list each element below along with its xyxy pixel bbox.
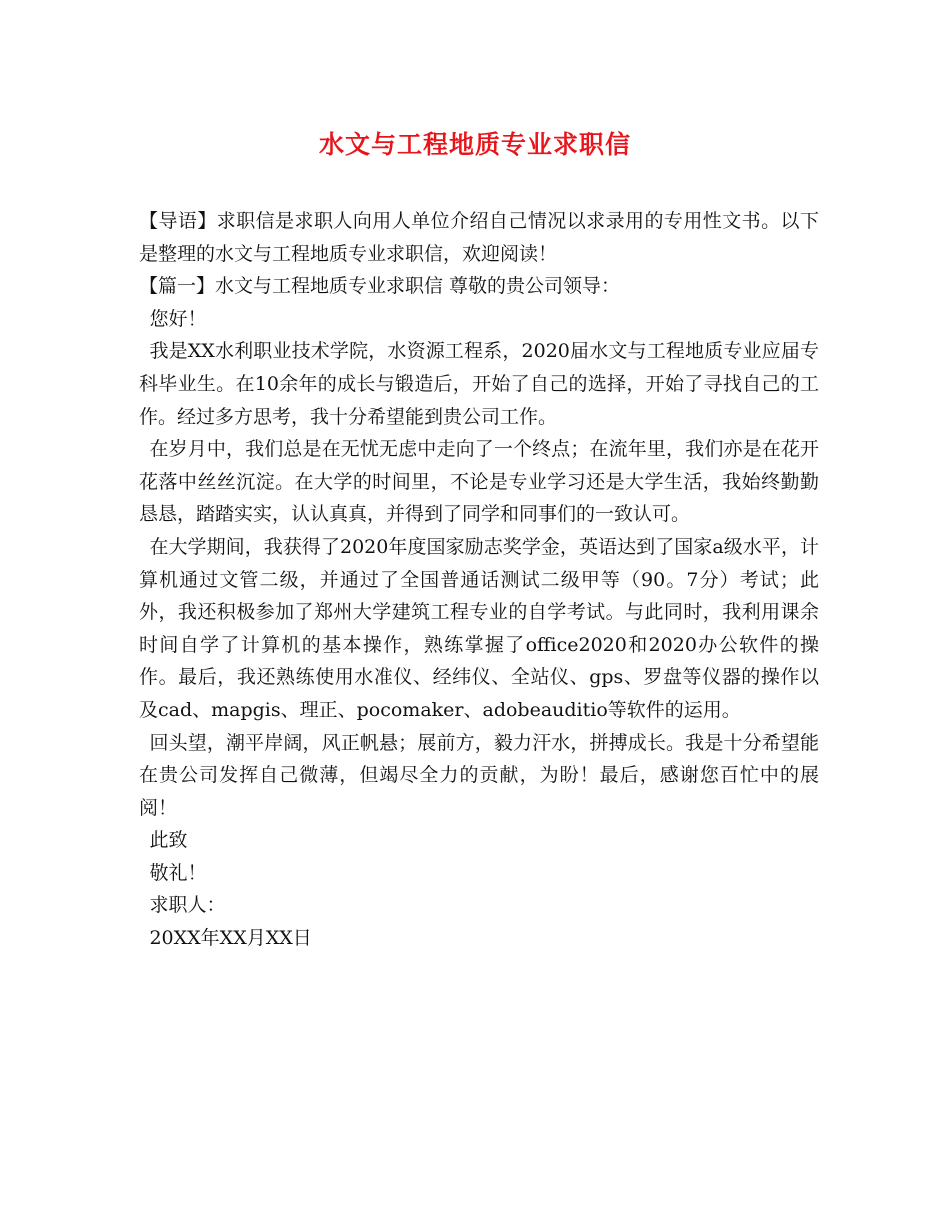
- applicant-line: 求职人：: [149, 894, 226, 917]
- college-life-paragraph: 在岁月中，我们总是在无忧无虑中走向了一个终点；在流年里，我们亦是在花开花落中丝丝沉淀。在大学的时间里，不论是专业学习还是大学生活，我始终勤勤恳恳，踏踏实实，认认真真，并得到了同学和同事们的一致认可。: [139, 438, 819, 526]
- document-body: [139, 205, 819, 955]
- section-heading: 【篇一】水文与工程地质专业求职信 尊敬的贵公司领导：: [139, 275, 621, 298]
- document-title: 水文与工程地质专业求职信: [318, 130, 631, 159]
- intro-paragraph: 【导语】求职信是求职人向用人单位介绍自己情况以求录用的专用性文书。以下是整理的水文与工程地质专业求职信，欢迎阅读！: [139, 210, 819, 265]
- regards-line: 敬礼！: [149, 861, 207, 884]
- achievements-paragraph: 在大学期间，我获得了2020年度国家励志奖学金，英语达到了国家a级水平，计算机通过文管二级，并通过了全国普通话测试二级甲等（90。7分）考试；此外，我还积极参加了郑州大学建筑工程专业的自学考试。与此同时，我利用课余时间自学了计算机的基本操作，熟练掌握了office2020和2020办公软件的操作。最后，我还熟练使用水准仪、经纬仪、全站仪、gps、罗盘等仪器的操作以及cad、mapgis、理正、pocomaker、adobeauditio等软件的运用。: [139, 535, 819, 721]
- closing-paragraph: 回头望，潮平岸阔，风正帆悬；展前方，毅力汗水，拼搏成长。我是十分希望能在贵公司发挥自己微薄，但竭尽全力的贡献，为盼！最后，感谢您百忙中的展阅！: [139, 731, 819, 819]
- self-introduction-paragraph: 我是XX水利职业技术学院，水资源工程系，2020届水文与工程地质专业应届专科毕业生。在10余年的成长与锻造后，开始了自己的选择，开始了寻找自己的工作。经过多方思考，我十分希望能到贵公司工作。: [139, 340, 819, 428]
- date-line: 20XX年XX月XX日: [149, 927, 312, 950]
- salutation-line: 此致: [149, 829, 188, 852]
- greeting: 您好！: [149, 307, 207, 330]
